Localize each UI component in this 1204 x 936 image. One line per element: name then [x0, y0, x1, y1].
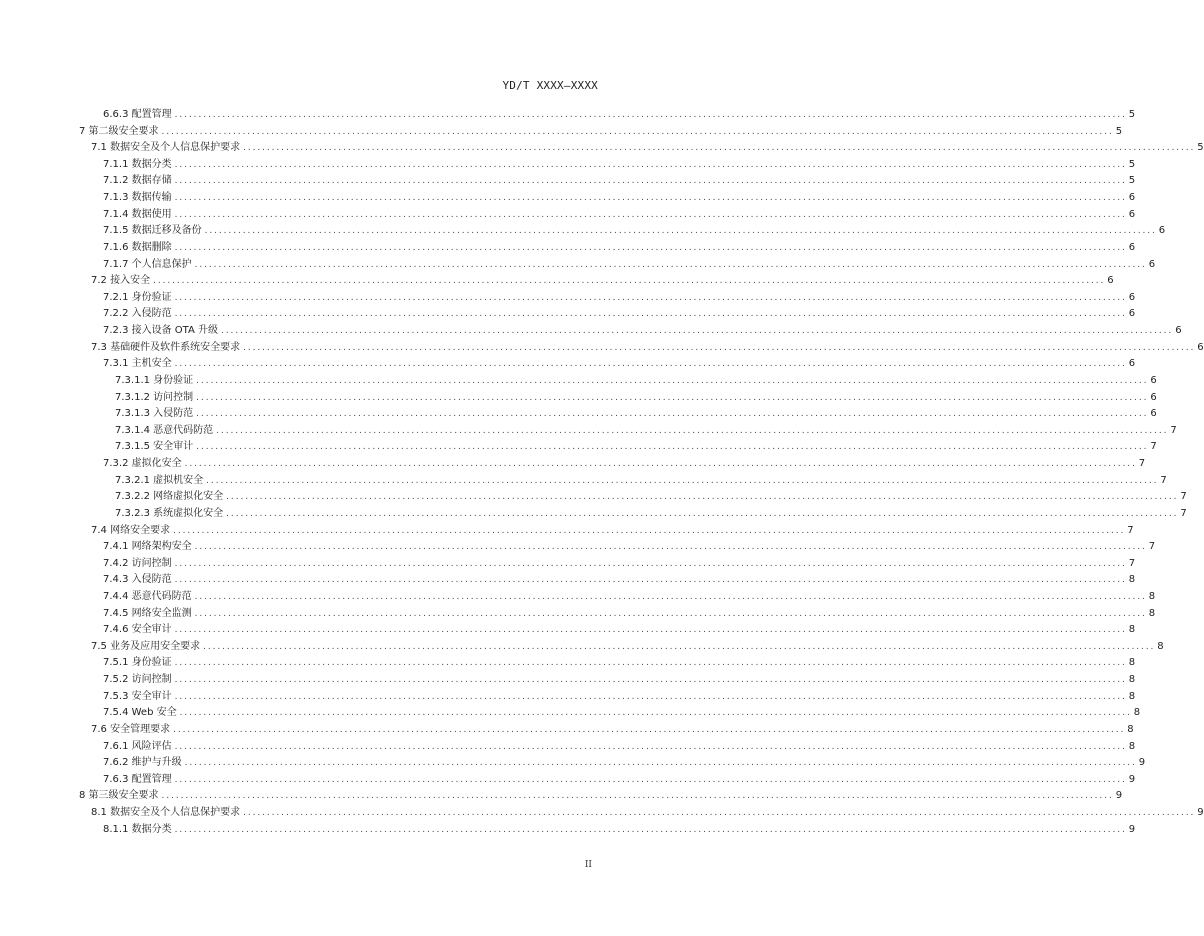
- toc-dot-leader: ........................................................................................................................................................................................................: [161, 126, 1114, 137]
- toc-entry-page: 6: [1150, 374, 1157, 386]
- toc-entry-title: 7.5.3 安全审计: [103, 690, 172, 702]
- toc-entry-page: 9: [1128, 823, 1136, 835]
- toc-entry[interactable]: [103, 290, 1136, 307]
- toc-dot-leader: ........................................................................................................................................................................................................: [161, 791, 1114, 802]
- toc-entry[interactable]: [115, 489, 1187, 506]
- toc-entry-page: 8: [1128, 740, 1136, 752]
- toc-dot-leader: ........................................................................................................................................................................................................: [174, 242, 1127, 253]
- toc-entry-title: 7.5.2 访问控制: [103, 674, 172, 686]
- toc-dot-leader: ........................................................................................................................................................................................................: [153, 276, 1106, 287]
- toc-entry-title: 8.1.1 数据分类: [103, 823, 172, 835]
- toc-entry[interactable]: [91, 140, 1204, 157]
- toc-entry-page: 7: [1180, 491, 1187, 503]
- toc-entry-page: 8: [1148, 590, 1156, 602]
- toc-dot-leader: ........................................................................................................................................................................................................: [196, 409, 1149, 420]
- toc-entry-page: 5: [1115, 125, 1123, 137]
- toc-entry-page: 9: [1128, 773, 1136, 785]
- toc-entry-title: 7.3.1.4 恶意代码防范: [115, 424, 214, 436]
- toc-entry-page: 8: [1157, 640, 1164, 652]
- toc-entry-page: 5: [1128, 158, 1136, 170]
- toc-entry[interactable]: [103, 672, 1136, 689]
- toc-entry-page: 6: [1148, 258, 1156, 270]
- toc-entry-title: 7.1.5 数据迁移及备份: [103, 225, 202, 237]
- toc-dot-leader: ........................................................................................................................................................................................................: [196, 392, 1149, 403]
- toc-entry-title: 7.1.7 个人信息保护: [103, 258, 192, 270]
- toc-entry[interactable]: [115, 373, 1157, 390]
- toc-entry[interactable]: [103, 822, 1136, 839]
- toc-dot-leader: ........................................................................................................................................................................................................: [174, 110, 1127, 120]
- toc-entry-page: 7: [1148, 541, 1156, 553]
- toc-entry-page: 6: [1128, 192, 1136, 204]
- toc-entry-title: 7.4.6 安全审计: [103, 624, 172, 636]
- toc-entry[interactable]: [103, 755, 1146, 772]
- toc-entry-title: 7.4.2 访问控制: [103, 557, 172, 569]
- toc-entry-title: 7.3.1.3 入侵防范: [115, 408, 194, 420]
- toc-dot-leader: ........................................................................................................................................................................................................: [174, 209, 1127, 220]
- toc-entry-title: 7.4.3 入侵防范: [103, 574, 172, 586]
- toc-dot-leader: ........................................................................................................................................................................................................: [174, 625, 1127, 636]
- toc-dot-leader: ........................................................................................................................................................................................................: [226, 492, 1179, 503]
- toc-entry-page: 8: [1133, 707, 1141, 719]
- toc-entry[interactable]: [103, 689, 1136, 706]
- toc-entry-page: 7: [1160, 474, 1167, 486]
- toc-entry-page: 7: [1138, 458, 1146, 470]
- toc-entry-title: 7.4 网络安全要求: [91, 524, 171, 536]
- toc-entry-title: 7.4.1 网络架构安全: [103, 541, 192, 553]
- toc-dot-leader: ........................................................................................................................................................................................................: [194, 542, 1147, 553]
- toc-entry-page: 6: [1128, 358, 1136, 370]
- toc-entry-title: 8.1 数据安全及个人信息保护要求: [91, 807, 241, 819]
- toc-dot-leader: ........................................................................................................................................................................................................: [204, 226, 1157, 237]
- toc-entry-page: 8: [1128, 624, 1136, 636]
- toc-entry[interactable]: [91, 523, 1134, 540]
- toc-entry-title: 7.3.2.2 网络虚拟化安全: [115, 491, 224, 503]
- toc-dot-leader: ........................................................................................................................................................................................................: [221, 326, 1174, 337]
- toc-entry[interactable]: [79, 788, 1123, 805]
- toc-entry-title: 7.6.1 风险评估: [103, 740, 172, 752]
- toc-dot-leader: ........................................................................................................................................................................................................: [174, 675, 1127, 686]
- toc-dot-leader: ........................................................................................................................................................................................................: [174, 575, 1127, 586]
- toc-entry-title: 7.5.1 身份验证: [103, 657, 172, 669]
- toc-dot-leader: ........................................................................................................................................................................................................: [174, 691, 1127, 702]
- toc-entry[interactable]: [103, 173, 1136, 190]
- toc-entry-page: 7: [1180, 507, 1187, 519]
- toc-dot-leader: ........................................................................................................................................................................................................: [174, 558, 1127, 569]
- toc-entry[interactable]: [79, 124, 1123, 141]
- toc-entry[interactable]: [103, 622, 1136, 639]
- toc-entry[interactable]: [103, 257, 1156, 274]
- toc-entry[interactable]: [103, 556, 1136, 573]
- toc-entry-page: 8: [1127, 723, 1134, 735]
- toc-dot-leader: ........................................................................................................................................................................................................: [243, 342, 1196, 353]
- toc-dot-leader: ........................................................................................................................................................................................................: [174, 774, 1127, 785]
- toc-entry-title: 7 第二级安全要求: [79, 125, 159, 137]
- toc-entry-page: 7: [1128, 557, 1136, 569]
- toc-entry[interactable]: [103, 572, 1136, 589]
- toc-entry[interactable]: [103, 107, 1136, 124]
- toc-entry[interactable]: [103, 306, 1136, 323]
- toc-entry-title: 7.4.4 恶意代码防范: [103, 590, 192, 602]
- toc-entry[interactable]: [103, 589, 1156, 606]
- toc-entry-title: 7.3.2 虚拟化安全: [103, 458, 182, 470]
- toc-entry[interactable]: [103, 207, 1136, 224]
- toc-entry-page: 7: [1170, 424, 1177, 436]
- toc-dot-leader: ........................................................................................................................................................................................................: [184, 459, 1137, 470]
- toc-entry-page: 9: [1197, 807, 1204, 819]
- toc-dot-leader: ........................................................................................................................................................................................................: [194, 259, 1147, 270]
- toc-entry-page: 8: [1148, 607, 1156, 619]
- toc-entry-title: 7.1 数据安全及个人信息保护要求: [91, 142, 241, 154]
- toc-dot-leader: ........................................................................................................................................................................................................: [174, 159, 1127, 170]
- toc-dot-leader: ........................................................................................................................................................................................................: [174, 359, 1127, 370]
- toc-entry[interactable]: [103, 606, 1156, 623]
- toc-dot-leader: ........................................................................................................................................................................................................: [194, 591, 1147, 602]
- document-number: YD/T XXXX—XXXX: [502, 79, 598, 92]
- toc-entry-page: 5: [1128, 109, 1136, 120]
- toc-dot-leader: ........................................................................................................................................................................................................: [216, 425, 1169, 436]
- toc-entry[interactable]: [91, 639, 1164, 656]
- toc-entry-title: 7.5.4 Web 安全: [103, 707, 177, 719]
- toc-entry-page: 9: [1138, 757, 1146, 769]
- toc-entry-page: 6: [1107, 275, 1114, 287]
- toc-entry[interactable]: [103, 739, 1136, 756]
- toc-entry-title: 8 第三级安全要求: [79, 790, 159, 802]
- toc-entry-title: 7.2 接入安全: [91, 275, 151, 287]
- toc-entry-page: 8: [1128, 690, 1136, 702]
- toc-dot-leader: ........................................................................................................................................................................................................: [243, 143, 1196, 154]
- toc-entry[interactable]: [103, 655, 1136, 672]
- toc-entry-title: 7.2.3 接入设备 OTA 升级: [103, 325, 219, 337]
- toc-entry-page: 7: [1150, 441, 1157, 453]
- toc-entry-page: 5: [1128, 175, 1136, 187]
- toc-entry-title: 7.6.3 配置管理: [103, 773, 172, 785]
- toc-entry-page: 9: [1115, 790, 1123, 802]
- toc-entry-page: 5: [1197, 142, 1204, 154]
- toc-entry-title: 7.3.1 主机安全: [103, 358, 172, 370]
- toc-entry-title: 7.6 安全管理要求: [91, 723, 171, 735]
- toc-entry-title: 7.1.4 数据使用: [103, 208, 172, 220]
- toc-dot-leader: ........................................................................................................................................................................................................: [174, 292, 1127, 303]
- toc-entry[interactable]: [103, 705, 1141, 722]
- toc-dot-leader: ........................................................................................................................................................................................................: [174, 824, 1127, 835]
- toc-dot-leader: ........................................................................................................................................................................................................: [203, 641, 1156, 652]
- toc-entry-title: 7.4.5 网络安全监测: [103, 607, 192, 619]
- toc-entry[interactable]: [115, 473, 1167, 490]
- toc-entry[interactable]: [103, 157, 1136, 174]
- toc-dot-leader: ........................................................................................................................................................................................................: [174, 658, 1127, 669]
- toc-dot-leader: ........................................................................................................................................................................................................: [174, 309, 1127, 320]
- toc-entry-title: 6.6.3 配置管理: [103, 109, 172, 120]
- toc-entry-title: 7.1.6 数据删除: [103, 241, 172, 253]
- toc-dot-leader: ........................................................................................................................................................................................................: [194, 608, 1147, 619]
- toc-dot-leader: ........................................................................................................................................................................................................: [174, 176, 1127, 187]
- toc-entry-page: 7: [1127, 524, 1134, 536]
- toc-entry-title: 7.3.1.1 身份验证: [115, 374, 194, 386]
- toc-dot-leader: ........................................................................................................................................................................................................: [196, 442, 1149, 453]
- toc-entry-title: 7.5 业务及应用安全要求: [91, 640, 201, 652]
- toc-entry-page: 6: [1150, 391, 1157, 403]
- toc-entry[interactable]: [91, 273, 1114, 290]
- toc-entry[interactable]: [115, 423, 1177, 440]
- toc-entry[interactable]: [91, 722, 1134, 739]
- toc-entry-page: 8: [1128, 657, 1136, 669]
- toc-dot-leader: ........................................................................................................................................................................................................: [179, 708, 1132, 719]
- toc-dot-leader: ........................................................................................................................................................................................................: [174, 741, 1127, 752]
- toc-dot-leader: ........................................................................................................................................................................................................: [184, 758, 1137, 769]
- toc-entry-title: 7.3.2.1 虚拟机安全: [115, 474, 204, 486]
- toc-dot-leader: ........................................................................................................................................................................................................: [226, 508, 1179, 519]
- toc-entry-page: 8: [1128, 574, 1136, 586]
- toc-dot-leader: ........................................................................................................................................................................................................: [243, 808, 1196, 819]
- toc-entry-title: 7.3.2.3 系统虚拟化安全: [115, 507, 224, 519]
- toc-dot-leader: ........................................................................................................................................................................................................: [206, 475, 1159, 486]
- toc-entry[interactable]: [91, 340, 1204, 357]
- toc-entry[interactable]: [115, 506, 1187, 523]
- toc-entry-page: 6: [1150, 408, 1157, 420]
- toc-entry-page: 8: [1128, 674, 1136, 686]
- toc-entry[interactable]: [103, 323, 1182, 340]
- toc-entry-page: 6: [1128, 291, 1136, 303]
- toc-entry[interactable]: [103, 240, 1136, 257]
- toc-dot-leader: ........................................................................................................................................................................................................: [173, 525, 1126, 536]
- toc-entry-page: 6: [1175, 325, 1182, 337]
- toc-dot-leader: ........................................................................................................................................................................................................: [174, 193, 1127, 204]
- toc-dot-leader: ........................................................................................................................................................................................................: [196, 375, 1149, 386]
- toc-entry[interactable]: [91, 805, 1204, 822]
- toc-entry-page: 6: [1197, 341, 1204, 353]
- toc-entry-title: 7.1.3 数据传输: [103, 192, 172, 204]
- toc-entry[interactable]: [103, 456, 1146, 473]
- toc-entry-title: 7.2.2 入侵防范: [103, 308, 172, 320]
- toc-entry-page: 6: [1128, 241, 1136, 253]
- page-number: II: [584, 860, 592, 870]
- toc-entry[interactable]: [103, 190, 1136, 207]
- toc-entry[interactable]: [103, 539, 1156, 556]
- toc-entry-page: 6: [1158, 225, 1166, 237]
- toc-entry[interactable]: [103, 356, 1136, 373]
- toc-dot-leader: ........................................................................................................................................................................................................: [173, 724, 1126, 735]
- toc-entry-title: 7.3.1.5 安全审计: [115, 441, 194, 453]
- toc-entry-title: 7.6.2 维护与升级: [103, 757, 182, 769]
- toc-entry[interactable]: [115, 439, 1157, 456]
- toc-entry-title: 7.1.2 数据存储: [103, 175, 172, 187]
- toc-entry-page: 6: [1128, 308, 1136, 320]
- toc-entry-title: 7.2.1 身份验证: [103, 291, 172, 303]
- toc-entry[interactable]: [115, 406, 1157, 423]
- toc-entry[interactable]: [103, 223, 1166, 240]
- toc-entry-title: 7.3 基础硬件及软件系统安全要求: [91, 341, 241, 353]
- toc-entry-title: 7.3.1.2 访问控制: [115, 391, 194, 403]
- toc-entry-page: 6: [1128, 208, 1136, 220]
- toc-entry[interactable]: [103, 772, 1136, 789]
- toc-entry[interactable]: [115, 390, 1157, 407]
- toc-entry-title: 7.1.1 数据分类: [103, 158, 172, 170]
